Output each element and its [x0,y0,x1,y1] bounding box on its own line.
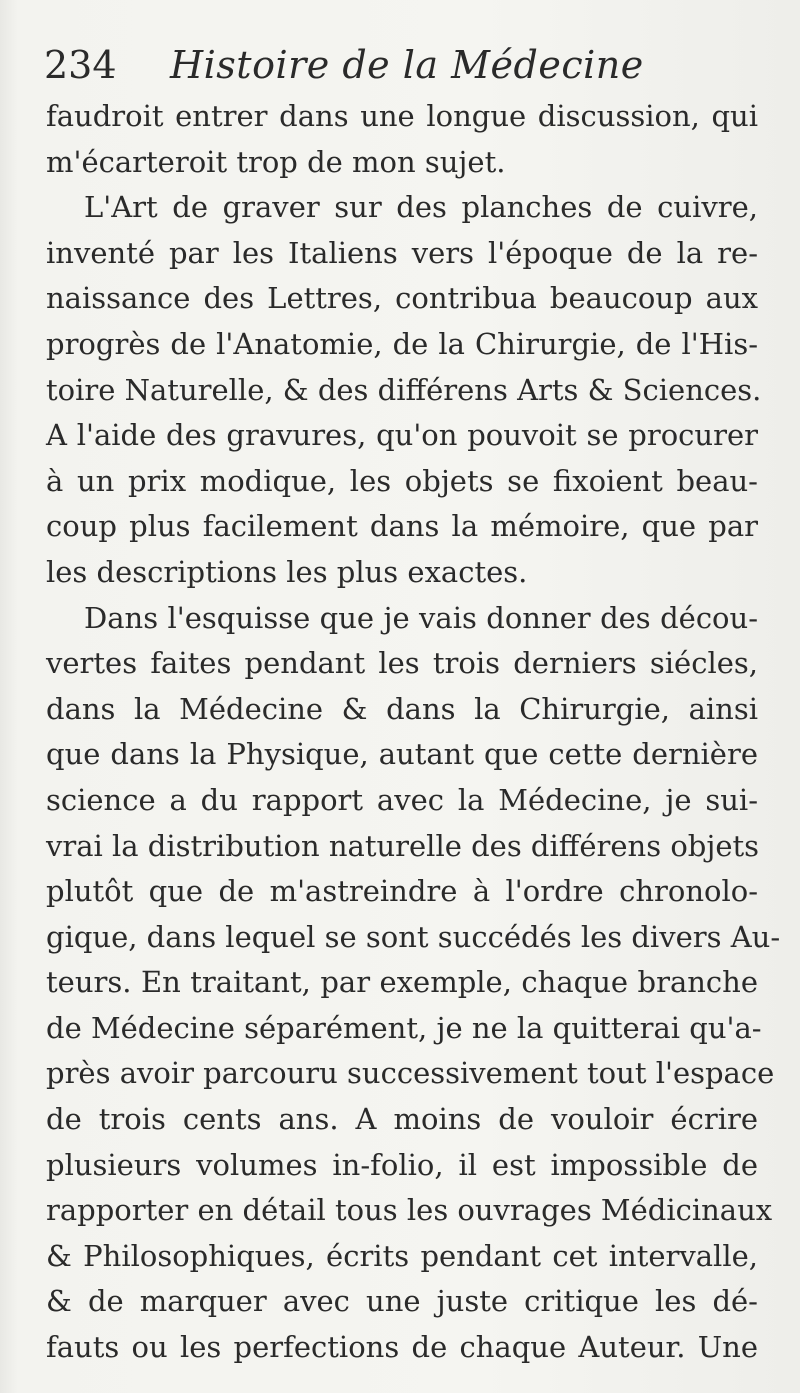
text-line: gique, dans lequel se sont succédés les divers Au- [46,919,781,954]
text-line: inventé par les Italiens vers l'époque de la re- [46,235,758,270]
text-line: naissance des Lettres, contribua beaucoup aux [46,281,758,316]
text-line: L'Art de graver sur des planches de cuivre, [84,190,758,225]
text-line: rapporter en détail tous les ouvrages Médicinaux [46,1193,773,1228]
text-line: teurs. En traitant, par exemple, chaque branche [46,965,758,1000]
text-line: plusieurs volumes in-folio, il est impossible de [46,1147,758,1182]
page-header [44,40,764,90]
running-title: Histoire de la Médecine [170,43,644,87]
text-line: Dans l'esquisse que je vais donner des décou- [84,600,758,635]
text-line: & Philosophiques, écrits pendant cet intervalle, [46,1238,758,1273]
text-line: & de marquer avec une juste critique les dé- [46,1284,758,1319]
text-line: coup plus facilement dans la mémoire, que par [46,509,758,544]
body-text [46,94,781,1371]
text-line: les descriptions les plus exactes. [46,554,528,589]
text-line: toire Naturelle, & des différens Arts & Sciences. [46,372,762,407]
text-line: dans la Médecine & dans la Chirurgie, ainsi [46,691,758,726]
text-line: que dans la Physique, autant que cette dernière [46,737,758,772]
text-line: près avoir parcouru successivement tout l'espace [46,1056,775,1091]
text-line: progrès de l'Anatomie, de la Chirurgie, de l'His- [46,326,758,361]
text-line: de trois cents ans. A moins de vouloir écrire [46,1102,758,1137]
text-line: m'écarteroit trop de mon sujet. [46,144,506,179]
text-line: fauts ou les perfections de chaque Auteur. Une [46,1330,758,1365]
text-line: vrai la distribution naturelle des différens objets [46,828,760,863]
text-line: faudroit entrer dans une longue discussion, qui [46,99,758,133]
text-line: A l'aide des gravures, qu'on pouvoit se procurer [46,418,758,453]
text-line: plutôt que de m'astreindre à l'ordre chronolo- [46,874,758,909]
page-number: 234 [44,43,117,87]
text-line: science a du rapport avec la Médecine, je sui- [46,782,758,817]
text-line: à un prix modique, les objets se fixoient beau- [46,463,758,498]
text-line: de Médecine séparément, je ne la quitterai qu'a- [46,1010,762,1045]
text-line: vertes faites pendant les trois derniers siécles, [46,646,758,681]
